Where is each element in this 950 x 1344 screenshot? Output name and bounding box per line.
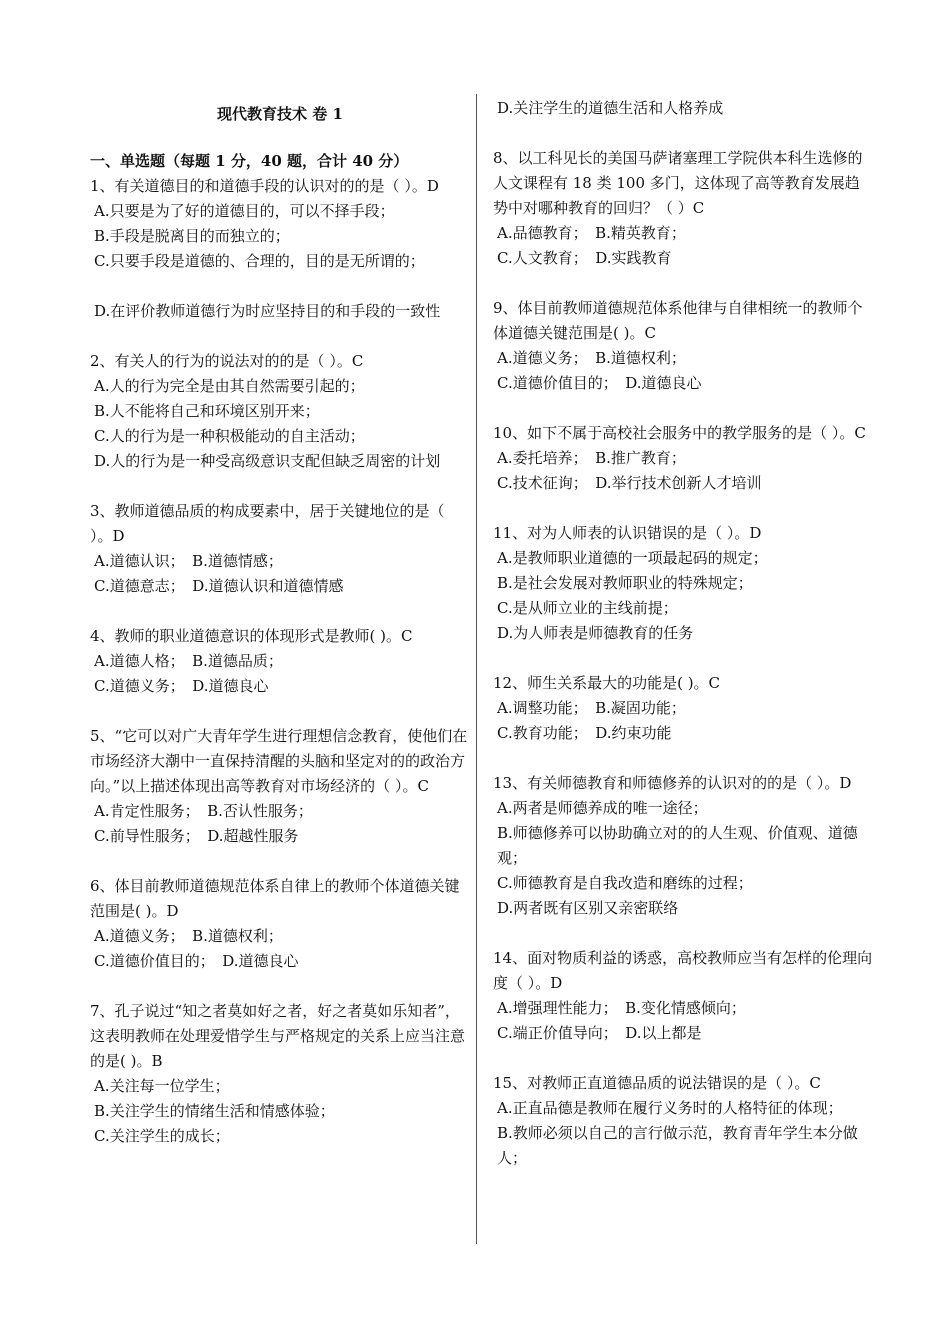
question-1 [90, 174, 470, 324]
option: C.道德价值目的； D.道德良心 [94, 952, 299, 970]
option: C.教育功能； D.约束功能 [497, 724, 672, 742]
option: C.技术征询； D.举行技术创新人才培训 [497, 474, 762, 492]
option: A.道德义务； B.道德权利； [94, 927, 283, 945]
question-10 [493, 421, 873, 496]
option: A.两者是师德养成的唯一途径； [497, 799, 708, 817]
option: C.道德意志； D.道德认识和道德情感 [94, 577, 344, 595]
option: B.手段是脱离目的而独立的； [94, 227, 290, 245]
option: A.道德认识； B.道德情感； [94, 552, 283, 570]
column-divider [476, 94, 477, 1244]
option: B.教师必须以自己的言行做示范，教育青年学生本分做人； [497, 1124, 858, 1167]
option: A.品德教育； B.精英教育； [497, 224, 686, 242]
question-5 [90, 724, 470, 849]
question-11 [493, 521, 873, 646]
question-stem: 12、师生关系最大的功能是( )。C [493, 674, 721, 692]
option: C.道德价值目的； D.道德良心 [497, 374, 702, 392]
option: B.是社会发展对教师职业的特殊规定； [497, 574, 753, 592]
question-stem: 1、有关道德目的和道德手段的认识对的的是（ ）。D [90, 177, 439, 195]
option: A.人的行为完全是由其自然需要引起的； [94, 377, 365, 395]
question-9 [493, 296, 873, 396]
question-stem: 6、体目前教师道德规范体系自律上的教师个体道德关键范围是( )。D [90, 877, 460, 920]
question-stem: 15、对教师正直道德品质的说法错误的是（ ）。C [493, 1074, 821, 1092]
question-stem: 10、如下不属于高校社会服务中的教学服务的是（ ）。C [493, 424, 866, 442]
question-stem: 14、面对物质利益的诱惑，高校教师应当有怎样的伦理向度（ ）。D [493, 949, 873, 992]
question-15 [493, 1071, 873, 1171]
option: C.只要手段是道德的、合理的，目的是无所谓的； [94, 252, 425, 270]
option: B.师德修养可以协助确立对的的人生观、价值观、道德观； [497, 824, 858, 867]
option: C.人文教育； D.实践教育 [497, 249, 672, 267]
question-stem: 9、体目前教师道德规范体系他律与自律相统一的教师个体道德关键范围是( )。C [493, 299, 863, 342]
question-stem: 4、教师的职业道德意识的体现形式是教师( )。C [90, 627, 413, 645]
question-8 [493, 146, 873, 271]
option: B.人不能将自己和环境区别开来； [94, 402, 320, 420]
question-7-continued [493, 96, 873, 121]
question-stem: 7、孔子说过“知之者莫如好之者，好之者莫如乐知者”，这表明教师在处理爱惜学生与严格规定的关系上应当注意的是( )。B [90, 1002, 466, 1070]
option: A.关注每一位学生； [94, 1077, 230, 1095]
option: D.关注学生的道德生活和人格养成 [497, 99, 724, 117]
question-14 [493, 946, 873, 1046]
option: D.为人师表是师德教育的任务 [497, 624, 694, 642]
option: C.师德教育是自我改造和磨练的过程； [497, 874, 753, 892]
option: A.增强理性能力； B.变化情感倾向； [497, 999, 746, 1017]
section-title: 一、单选题（每题 1 分，40 题，合计 40 分） [90, 152, 409, 170]
option: C.端正价值导向； D.以上都是 [497, 1024, 702, 1042]
option: D.人的行为是一种受高级意识支配但缺乏周密的计划 [94, 452, 441, 470]
question-13 [493, 771, 873, 921]
option: A.是教师职业道德的一项最起码的规定； [497, 549, 768, 567]
option: C.道德义务； D.道德良心 [94, 677, 269, 695]
document-title: 现代教育技术 卷 1 [217, 105, 343, 123]
left-column [90, 96, 470, 1174]
option: C.前导性服务； D.超越性服务 [94, 827, 299, 845]
question-12 [493, 671, 873, 746]
option: A.委托培养； B.推广教育； [497, 449, 686, 467]
question-6 [90, 874, 470, 974]
option: B.关注学生的情绪生活和情感体验； [94, 1102, 335, 1120]
option: A.调整功能； B.凝固功能； [497, 699, 686, 717]
question-7 [90, 999, 470, 1149]
question-stem: 11、对为人师表的认识错误的是（ ）。D [493, 524, 762, 542]
question-2 [90, 349, 470, 474]
option: A.道德义务； B.道德权利； [497, 349, 686, 367]
question-4 [90, 624, 470, 699]
question-stem: 8、以工科见长的美国马萨诸塞理工学院供本科生选修的人文课程有 18 类 100 多门，这体现了高等教育发展趋势中对哪种教育的回归？（ ）C [493, 149, 863, 217]
question-stem: 3、教师道德品质的构成要素中，居于关键地位的是（ ）。D [90, 502, 445, 545]
question-3 [90, 499, 470, 599]
question-stem: 5、“它可以对广大青年学生进行理想信念教育，使他们在市场经济大潮中一直保持清醒的头脑和坚定对的的政治方向。”以上描述体现出高等教育对市场经济的（ ）。C [90, 727, 468, 795]
question-stem: 2、有关人的行为的说法对的的是（ ）。C [90, 352, 364, 370]
option: D.两者既有区别又亲密联络 [497, 899, 679, 917]
option: C.是从师立业的主线前提； [497, 599, 678, 617]
question-stem: 13、有关师德教育和师德修养的认识对的的是（ ）。D [493, 774, 852, 792]
option: C.关注学生的成长； [94, 1127, 230, 1145]
option: A.正直品德是教师在履行义务时的人格特征的体现； [497, 1099, 843, 1117]
blank-line [90, 274, 470, 299]
option: C.人的行为是一种积极能动的自主活动； [94, 427, 365, 445]
option: D.在评价教师道德行为时应坚持目的和手段的一致性 [94, 302, 441, 320]
option: A.肯定性服务； B.否认性服务； [94, 802, 313, 820]
option: A.道德人格； B.道德品质； [94, 652, 283, 670]
right-column [493, 96, 873, 1196]
option: A.只要是为了好的道德目的，可以不择手段； [94, 202, 395, 220]
